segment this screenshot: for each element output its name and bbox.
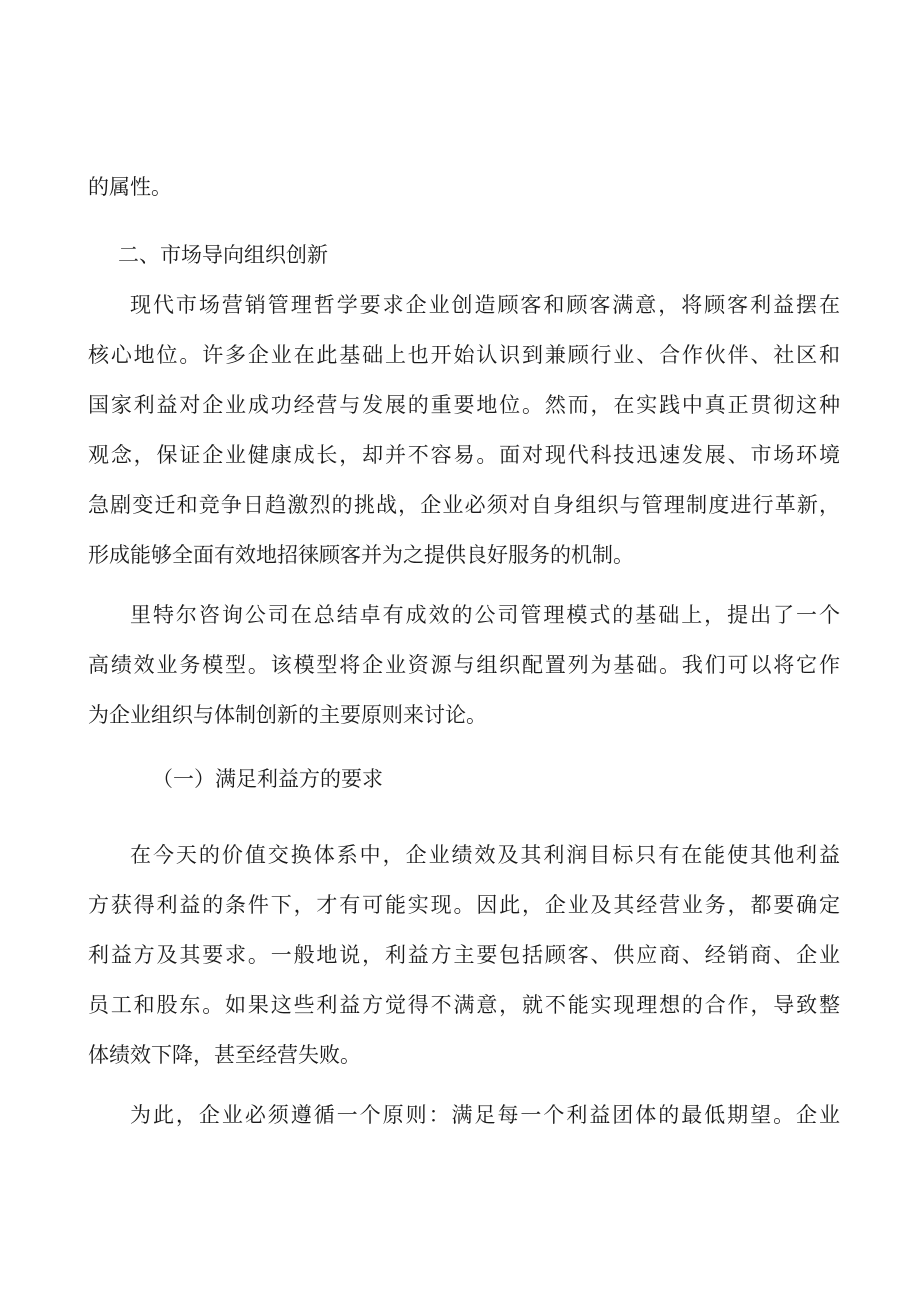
paragraph-line: 观念，保证企业健康成长，却并不容易。面对现代科技迅速发展、市场环境 [88,443,840,467]
paragraph-line: 国家利益对企业成功经营与发展的重要地位。然而，在实践中真正贯彻这种 [88,393,840,417]
paragraph-line: 核心地位。许多企业在此基础上也开始认识到兼顾行业、合作伙伴、社区和 [88,343,840,367]
subsection-heading: （一）满足利益方的要求 [152,767,383,791]
paragraph-line: 现代市场营销管理哲学要求企业创造顾客和顾客满意，将顾客利益摆在 [130,293,840,317]
paragraph-line: 方获得利益的条件下，才有可能实现。因此，企业及其经营业务，都要确定 [88,893,840,917]
paragraph-line: 急剧变迁和竞争日趋激烈的挑战，企业必须对自身组织与管理制度进行革新， [88,493,840,517]
paragraph-line: 在今天的价值交换体系中，企业绩效及其利润目标只有在能使其他利益 [130,843,840,867]
paragraph-line: 利益方及其要求。一般地说，利益方主要包括顾客、供应商、经销商、企业 [88,943,840,967]
section-heading: 二、市场导向组织创新 [118,243,328,267]
paragraph-line: 员工和股东。如果这些利益方觉得不满意，就不能实现理想的合作，导致整 [88,993,840,1017]
paragraph-line: 形成能够全面有效地招徕顾客并为之提供良好服务的机制。 [88,543,634,567]
paragraph-line: 里特尔咨询公司在总结卓有成效的公司管理模式的基础上，提出了一个 [130,603,840,627]
continuation-text: 的属性。 [88,175,172,199]
paragraph-line: 为企业组织与体制创新的主要原则来讨论。 [88,703,487,727]
paragraph-line: 高绩效业务模型。该模型将企业资源与组织配置列为基础。我们可以将它作 [88,653,840,677]
paragraph-line: 为此，企业必须遵循一个原则：满足每一个利益团体的最低期望。企业 [130,1103,840,1127]
paragraph-line: 体绩效下降，甚至经营失败。 [88,1043,361,1067]
